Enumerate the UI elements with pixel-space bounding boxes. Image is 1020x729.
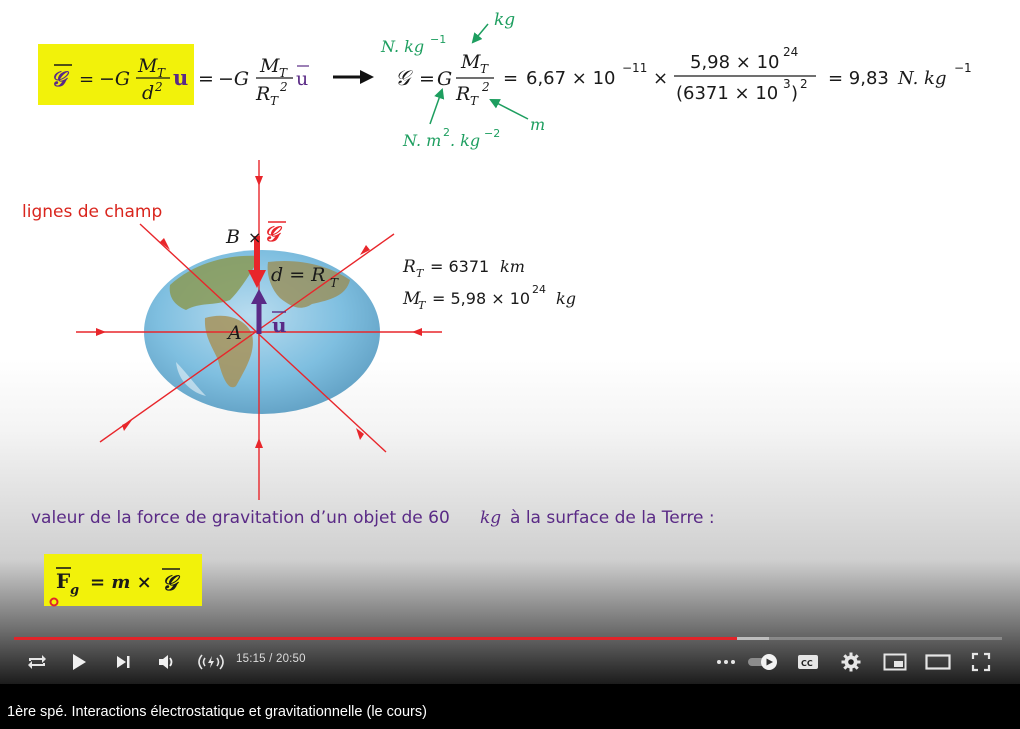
radius-sub: T <box>270 94 279 108</box>
constant-g: G <box>437 68 453 90</box>
g-exponent: −11 <box>622 61 648 75</box>
miniplayer-button[interactable] <box>881 645 909 679</box>
mass-unit: kg <box>556 289 576 308</box>
volume-button[interactable] <box>154 645 180 679</box>
time-display <box>236 653 306 665</box>
radius-r: R <box>456 83 471 105</box>
question-after: à la surface de la Terre : <box>510 508 715 528</box>
mass-exp: 24 <box>532 283 546 296</box>
loop-button[interactable] <box>24 645 50 679</box>
live-stream-button[interactable] <box>194 645 228 679</box>
radius-sq: 2 <box>280 80 288 94</box>
play-icon <box>70 652 88 672</box>
force-f: F <box>56 569 71 593</box>
mass-sub: T <box>418 299 426 312</box>
n-kg-annotation: N. kg <box>381 37 425 56</box>
radius-symbol: R <box>403 257 416 277</box>
result-value: = 9,83 <box>828 68 889 89</box>
progress-played <box>14 637 737 640</box>
settings-button[interactable] <box>838 645 864 679</box>
play-button[interactable] <box>66 645 92 679</box>
minus-g: −G <box>218 68 250 90</box>
progress-bar[interactable] <box>14 637 1002 640</box>
question-unit: kg <box>480 508 502 528</box>
result-exponent: −1 <box>954 61 972 75</box>
next-button[interactable] <box>110 645 136 679</box>
subtitles-icon <box>797 653 819 671</box>
distance-label: d = R <box>271 264 326 286</box>
force-sub: g <box>70 583 80 598</box>
denominator-sq: 2 <box>800 77 808 91</box>
kg-annotation: kg <box>494 10 516 30</box>
n-m2-annotation: N. m <box>403 131 442 150</box>
radius-sub: T <box>416 267 424 280</box>
mass-value: = 5,98 × 10 <box>432 289 531 308</box>
current-time: 15:15 <box>236 653 266 665</box>
radius-unit: km <box>500 257 525 276</box>
distance-sq: 2 <box>155 80 163 94</box>
loop-icon <box>26 652 48 672</box>
video-title[interactable]: 1ère spé. Interactions électrostatique et gravitationnelle (le cours) <box>7 704 427 720</box>
live-stream-icon <box>195 652 227 672</box>
g-value: 6,67 × 10 <box>526 68 616 89</box>
u-vector-label: u <box>272 313 287 337</box>
svg-text:CC: CC <box>801 659 813 668</box>
volume-icon <box>157 653 177 671</box>
video-info <box>0 684 1020 729</box>
question-text <box>31 508 715 528</box>
theater-icon <box>925 654 951 670</box>
eq-sign: = <box>198 68 214 90</box>
earth-data <box>402 257 576 312</box>
mass-m: M <box>461 51 481 73</box>
distance-sub: T <box>330 276 339 290</box>
distance-d: d <box>142 82 155 104</box>
mass-sub: T <box>480 62 489 76</box>
autoplay-toggle-icon <box>747 653 779 671</box>
force-g: 𝒢 <box>162 570 177 595</box>
n-m2-kg: . kg <box>450 131 481 150</box>
more-icon <box>716 659 736 665</box>
settings-icon <box>841 652 861 672</box>
n-m2-exp: −2 <box>484 127 501 140</box>
eq-sign: = <box>503 68 519 89</box>
fullscreen-button[interactable] <box>968 645 994 679</box>
times-sign: × <box>653 68 669 89</box>
result-unit: N. kg <box>898 68 947 89</box>
g-symbol: 𝒢 <box>395 66 410 90</box>
right-arrow-icon <box>333 70 374 84</box>
earth-radius-value: (6371 × 10 <box>676 83 779 104</box>
player-controls <box>0 645 1020 681</box>
time-separator: / <box>265 653 276 665</box>
radius-exp: 3 <box>783 77 791 91</box>
field-lines-label: lignes de champ <box>22 202 163 222</box>
u-vector: u <box>173 65 189 90</box>
n-kg-exp: −1 <box>430 33 447 46</box>
point-b-label: B <box>226 226 240 248</box>
mass-sub: T <box>279 66 288 80</box>
more-button[interactable] <box>714 645 738 679</box>
radius-sub: T <box>470 94 479 108</box>
next-icon <box>114 653 132 671</box>
u-vector: u <box>296 68 309 90</box>
m-annotation: m <box>530 115 546 134</box>
duration: 20:50 <box>275 653 306 665</box>
autoplay-toggle[interactable] <box>746 645 780 679</box>
mass-symbol: M <box>403 289 421 309</box>
g-vector-symbol: 𝒢 <box>51 66 66 91</box>
miniplayer-icon <box>883 653 907 671</box>
radius-value: = 6371 <box>430 257 490 276</box>
minus-g: −G <box>99 68 131 90</box>
theater-button[interactable] <box>924 645 952 679</box>
point-a-label: A <box>228 322 242 344</box>
radius-sq: 2 <box>482 80 490 94</box>
fullscreen-icon <box>971 652 991 672</box>
point-b-marker: × <box>248 228 262 247</box>
question-before: valeur de la force de gravitation d’un objet de 60 <box>31 508 450 528</box>
mass-sub: T <box>157 66 166 80</box>
force-eq: = m × <box>90 572 152 593</box>
radius-r: R <box>256 83 271 105</box>
earth-mass-value: 5,98 × 10 <box>690 52 780 73</box>
g-vector-label: 𝒢 <box>264 221 279 246</box>
gravity-value-formula <box>395 45 972 108</box>
earth-mass-exp: 24 <box>783 45 799 59</box>
subtitles-button[interactable] <box>795 645 821 679</box>
mass-m: M <box>260 55 280 77</box>
close-paren: ) <box>791 83 799 104</box>
eq-sign: = <box>79 69 95 90</box>
mass-m: M <box>138 55 158 77</box>
n-m2-sq: 2 <box>443 126 450 139</box>
eq-sign: = <box>419 68 435 90</box>
